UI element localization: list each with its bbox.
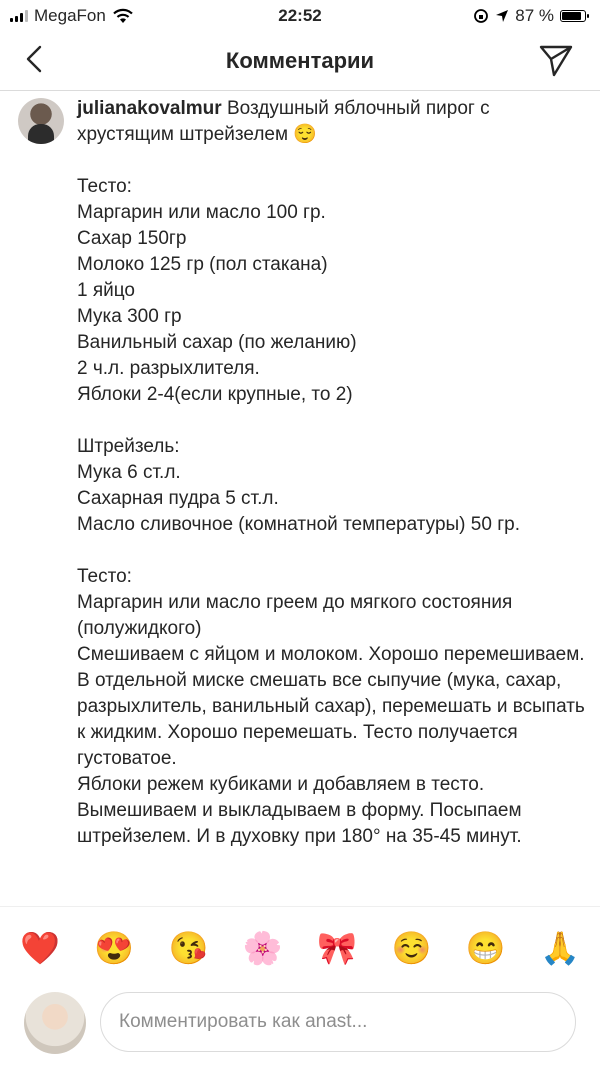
smiling-emoji-button[interactable]: ☺️ (391, 929, 432, 966)
grin-emoji-button[interactable]: 😁 (465, 929, 506, 966)
battery-fill (562, 12, 581, 20)
comment-text: Воздушный яблочный пирог с хрустящим штрейзелем 😌 Тесто: Маргарин или масло 100 гр. Сахар 150гр Молоко 125 гр (пол стакана) 1 яйцо Мука 300 гр Ванильный сахар (по желанию) 2 ч.л. разрыхлителя. Яблоки 2-4(если крупные, то 2) Штрейзель: Мука 6 ст.л. Сахарная пудра 5 ст.л. Масло сливочное (комнатной температуры) 50 гр. Тесто: Маргарин или масло греем до мягкого состояния (полужидкого) Смешиваем с яйцом и молоком. Хорошо перемешиваем. В отдельной миске смешать все сыпучие (мука, сахар, разрыхлитель, ванильный сахар), перемешать и всыпать к жидким. Хорошо перемешать. Тесто получается густоватое. Яблоки режем кубиками и добавляем в тесто. Вымешиваем и выкладываем в форму. Посыпаем штрейзелем. И в духовку при 180° на 35-45 минут. (77, 98, 585, 847)
blossom-emoji-button[interactable]: 🌸 (242, 929, 283, 966)
page-title: Комментарии (225, 48, 375, 73)
emoji-bar (0, 906, 600, 988)
status-bar (0, 0, 600, 32)
location-icon (495, 9, 509, 23)
ribbon-emoji-button[interactable]: 🎀 (317, 929, 358, 966)
battery-percent: 87 % (515, 6, 554, 25)
nav-bar (0, 32, 600, 91)
rotation-lock-icon (473, 8, 489, 24)
heart-emoji-button[interactable]: ❤️ (20, 929, 60, 966)
avatar[interactable] (18, 98, 64, 144)
heart-eyes-emoji-button[interactable]: 😍 (94, 929, 135, 966)
current-user-avatar (24, 992, 86, 1054)
kiss-emoji-button[interactable]: 😘 (168, 929, 209, 966)
send-direct-icon[interactable] (538, 42, 574, 78)
comment-input[interactable] (100, 992, 576, 1052)
comment-input-bar (0, 988, 600, 1066)
carrier-label: MegaFon (34, 6, 106, 25)
comment-username[interactable]: julianakovalmur (77, 98, 222, 119)
status-right (473, 6, 586, 26)
battery-icon (560, 10, 586, 22)
status-time: 22:52 (278, 6, 322, 25)
pray-emoji-button[interactable]: 🙏 (540, 929, 580, 966)
comment-body (77, 96, 587, 850)
